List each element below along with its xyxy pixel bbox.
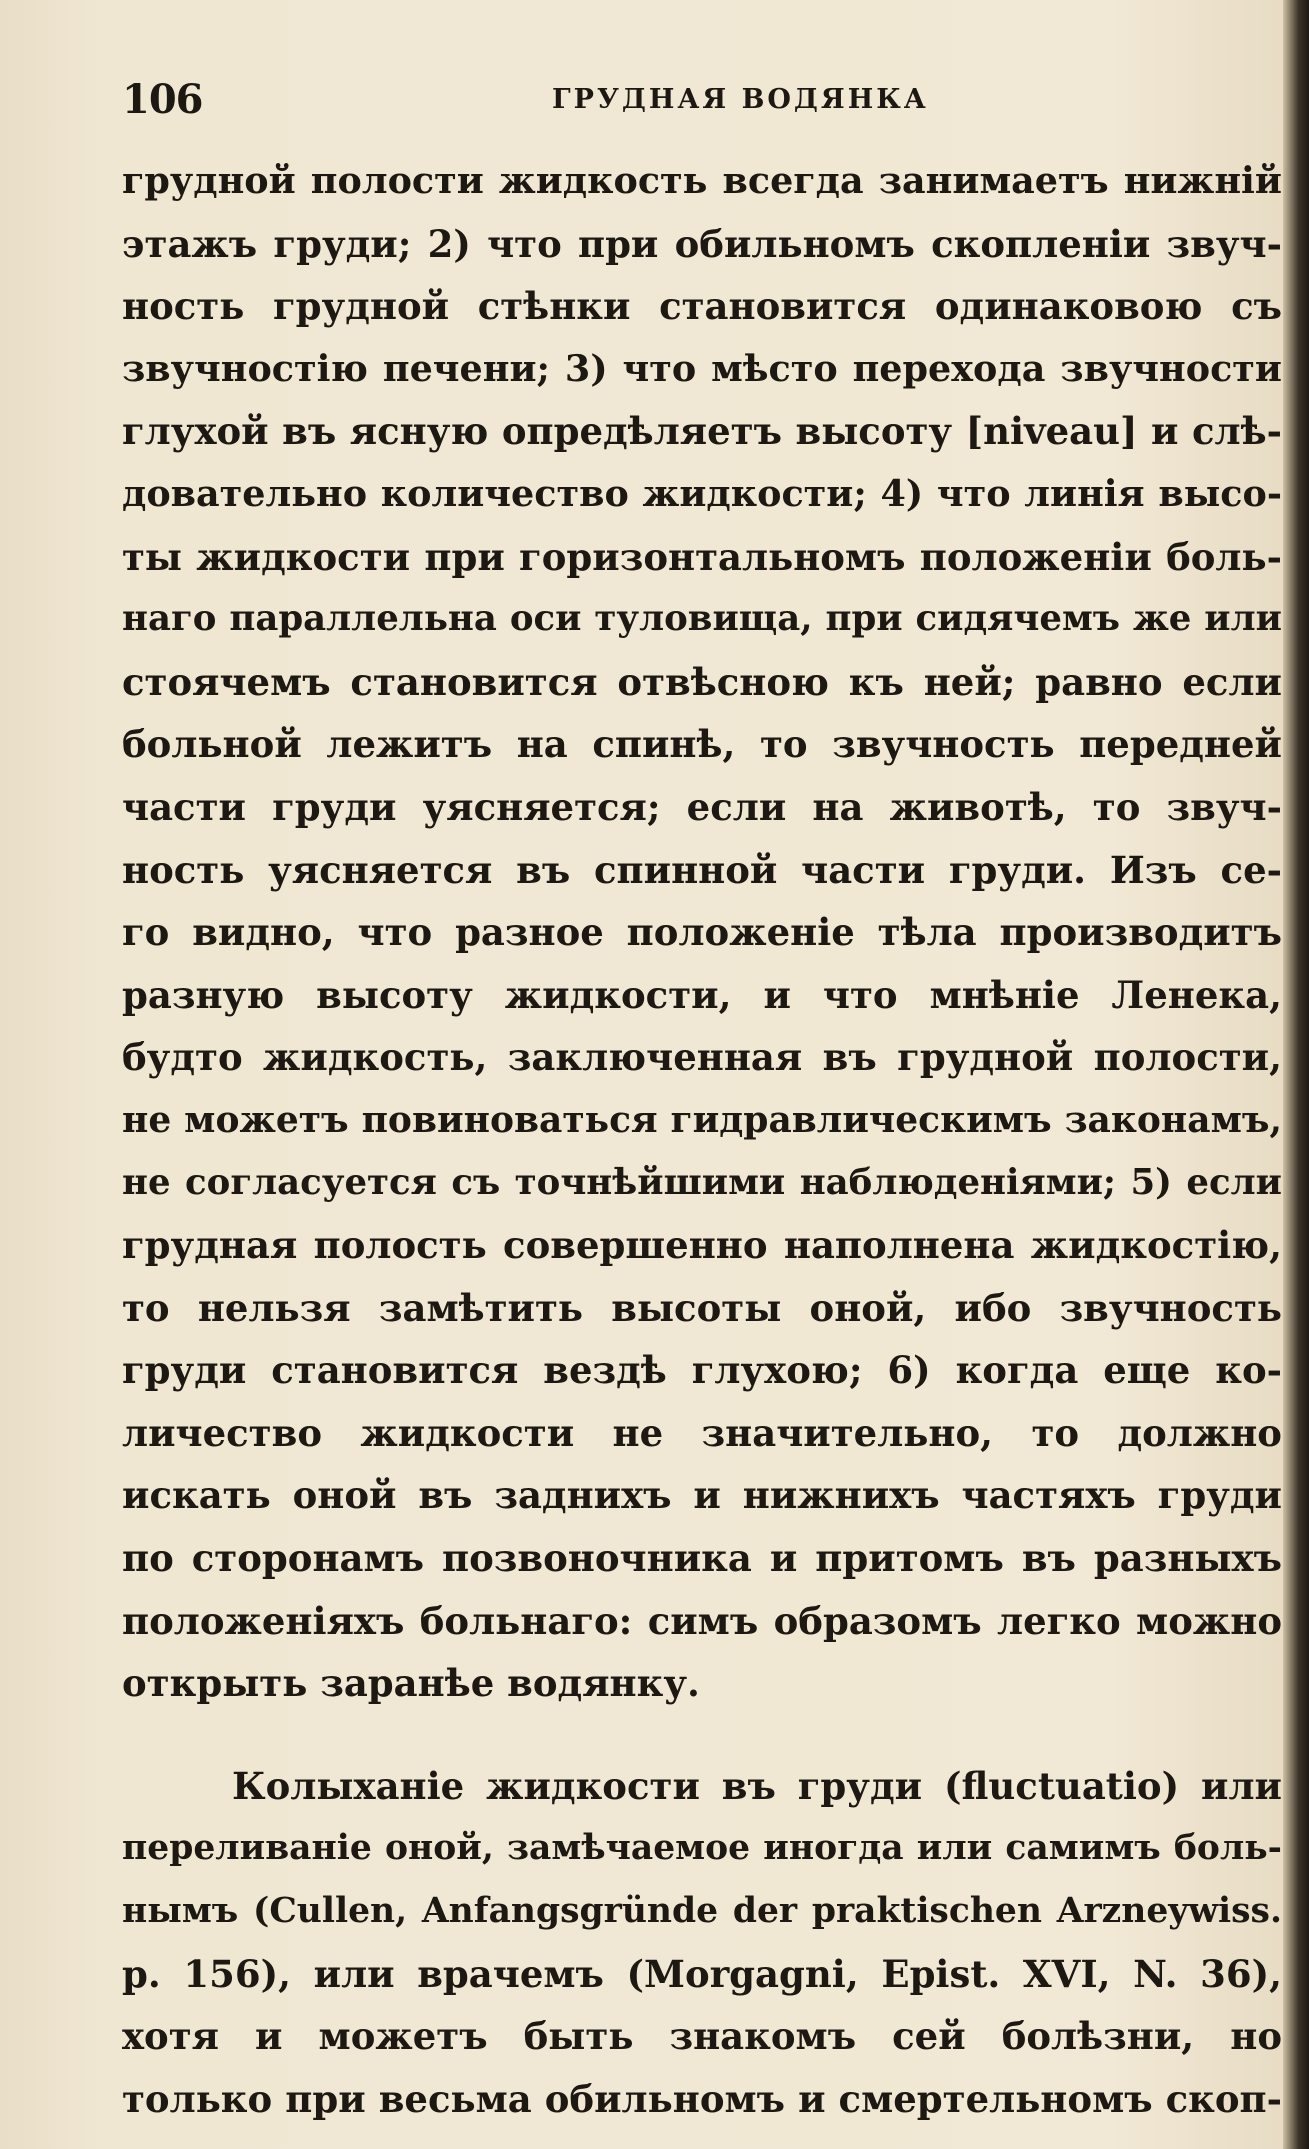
text-line: наго параллельна оси туловища, при сидячемъ же или [122,598,1282,640]
text-line: го видно, что разное положеніе тѣла производитъ [122,910,1282,955]
text-line: то нельзя замѣтить высоты оной, ибо звучность [122,1285,1282,1330]
running-title: ГРУДНАЯ ВОДЯНКА [552,84,929,115]
text-line: ность уясняется въ спинной части груди. Изъ се- [122,847,1282,892]
page-header [122,76,1282,126]
text-line: стоячемъ становится отвѣсною къ ней; равно если [122,659,1282,704]
text-line: не можетъ повиноваться гидравлическимъ законамъ, [122,1098,1282,1141]
text-line: больной лежитъ на спинѣ, то звучность передней [122,722,1282,767]
book-spine-shadow [1283,0,1309,2149]
text-line: грудная полость совершенно наполнена жидкостію, [122,1223,1282,1268]
body-text [122,150,1282,2130]
text-line: личество жидкости не значительно, то должно [122,1410,1282,1455]
text-line: ты жидкости при горизонтальномъ положеніи боль- [122,534,1282,579]
text-line: p. 156), или врачемъ (Morgagni, Epist. XVI, N. 36), [122,1951,1282,1996]
page-number: 106 [122,76,203,123]
text-line: не согласуется съ точнѣйшими наблюденіями; 5) если [122,1161,1282,1203]
paragraph [122,150,1282,1715]
text-line: только при весьма обильномъ и смертельномъ скоп- [122,2076,1282,2121]
text-line: искать оной въ заднихъ и нижнихъ частяхъ груди [122,1473,1282,1518]
text-line: ность грудной стѣнки становится одинаковою съ [122,284,1282,329]
paragraph [122,1755,1282,2131]
text-line: глухой въ ясную опредѣляетъ высоту [niveau] и слѣ- [122,409,1282,454]
text-line: Колыханіе жидкости въ груди (fluctuatio) или [232,1763,1282,1808]
text-line: будто жидкость, заключенная въ грудной полости, [122,1035,1282,1080]
text-line: звучностію печени; 3) что мѣсто перехода звучности [122,346,1282,390]
text-line: груди становится вездѣ глухою; 6) когда еще ко- [122,1348,1282,1393]
text-line: довательно количество жидкости; 4) что линія высо- [122,471,1282,515]
text-line: разную высоту жидкости, и что мнѣніе Ленека, [122,972,1282,1017]
text-line: переливаніе оной, замѣчаемое иногда или самимъ боль- [122,1828,1282,1869]
text-line: положеніяхъ больнаго: симъ образомъ легко можно [122,1598,1282,1643]
text-line: нымъ (Cullen, Anfangsgründe der praktischen Arzneywiss. [122,1891,1282,1932]
text-line: грудной полости жидкость всегда занимаетъ нижній [122,159,1282,202]
text-line: открыть заранѣе водянку. [122,1661,700,1706]
text-line: части груди уясняется; если на животѣ, то звуч- [122,784,1282,829]
text-line: по сторонамъ позвоночника и притомъ въ разныхъ [122,1536,1282,1581]
text-line: хотя и можетъ быть знакомъ сей болѣзни, но [122,2014,1282,2059]
text-line: этажъ груди; 2) что при обильномъ скопленіи звуч- [122,221,1282,266]
